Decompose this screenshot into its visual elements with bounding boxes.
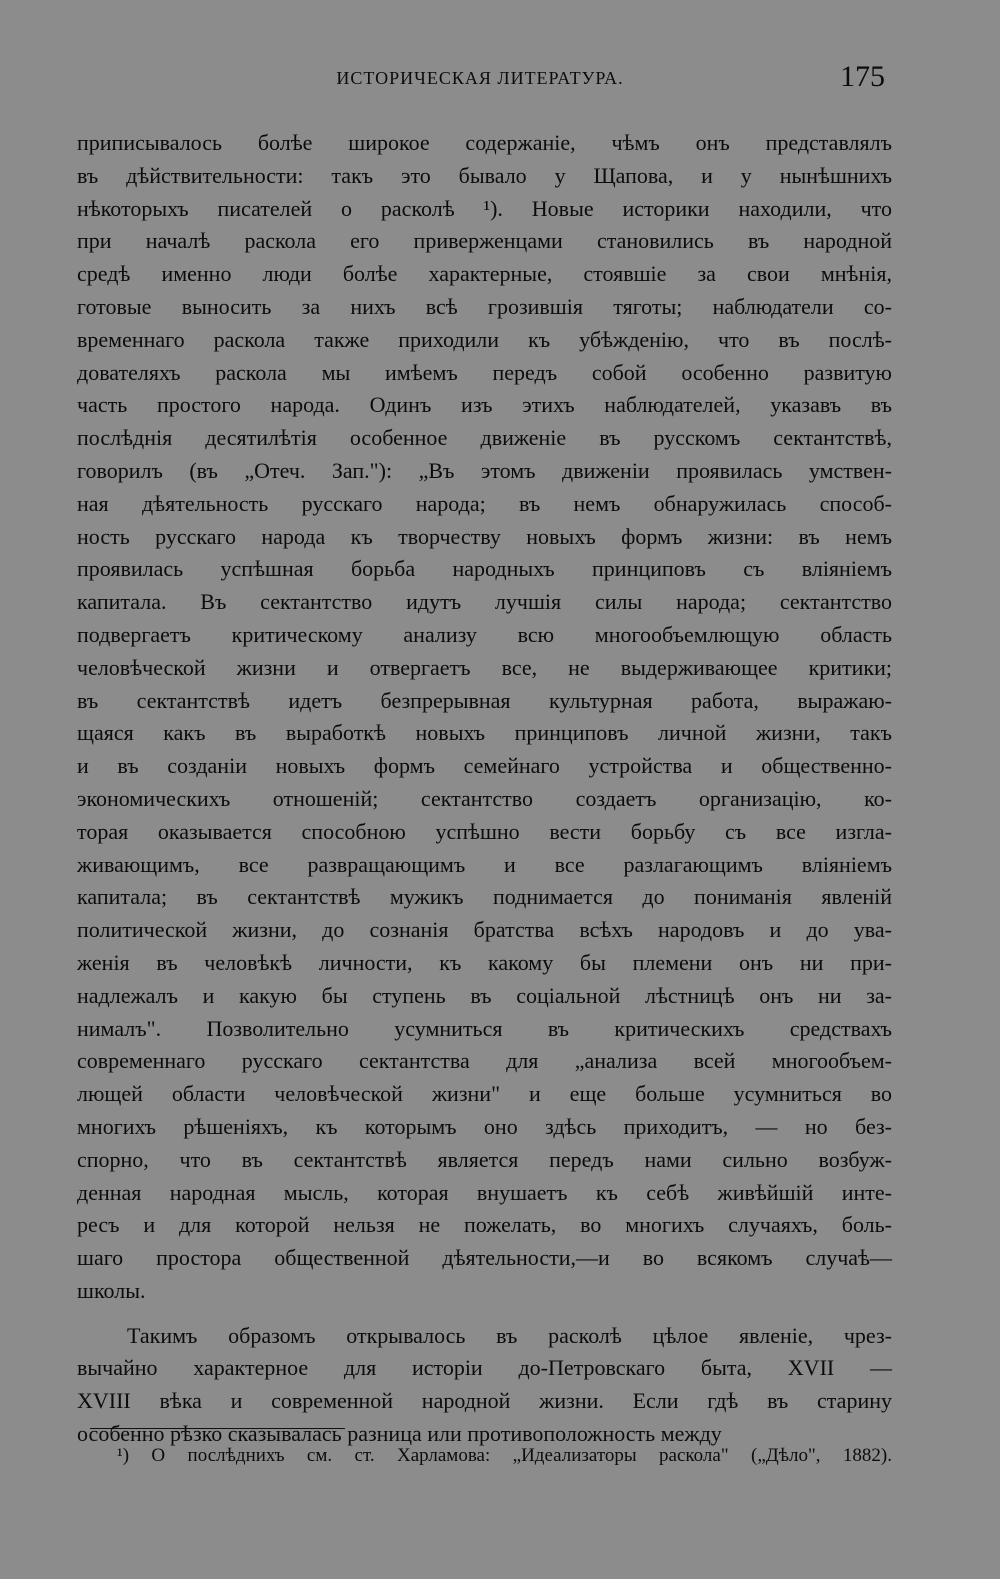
text-line: современнаго русскаго сектантства для „анализа всей многообъем-: [77, 1048, 892, 1074]
paragraph-1: [77, 127, 892, 1308]
text-line: въ дѣйствительности: такъ это бывало у Щапова, и у нынѣшнихъ: [77, 162, 892, 188]
text-line: нѣкоторыхъ писателей о расколѣ ¹). Новые историки находили, что: [77, 195, 892, 221]
text-line: экономическихъ отношеній; сектантство создаетъ организацію, ко-: [77, 785, 892, 811]
text-line: послѣднія десятилѣтія особенное движеніе въ русскомъ сектантствѣ,: [77, 425, 892, 451]
text-line: многихъ рѣшеніяхъ, къ которымъ оно здѣсь приходитъ, — но без-: [77, 1113, 892, 1139]
text-line: часть простого народа. Одинъ изъ этихъ наблюдателей, указавъ въ: [77, 392, 892, 418]
text-line: временнаго раскола также приходили къ убѣжденію, что въ послѣ-: [77, 326, 892, 352]
text-line: торая оказывается способною успѣшно вести борьбу съ все изгла-: [77, 818, 892, 844]
text-line: Такимъ образомъ открывалось въ расколѣ цѣлое явленіе, чрез-: [127, 1322, 892, 1348]
page-number: 175: [840, 60, 885, 93]
body-text: [77, 127, 892, 1451]
text-line: ресъ и для которой нельзя не пожелать, во многихъ случаяхъ, боль-: [77, 1212, 892, 1238]
text-line: XVIII вѣка и современной народной жизни. Если гдѣ въ старину: [77, 1388, 892, 1414]
text-line: человѣческой жизни и отвергаетъ все, не выдерживающее критики;: [77, 654, 892, 680]
text-line: дователяхъ раскола мы имѣемъ передъ собой особенно развитую: [77, 359, 892, 385]
text-line: и въ созданіи новыхъ формъ семейнаго устройства и общественно-: [77, 753, 892, 779]
text-line: шаго простора общественной дѣятельности,—и во всякомъ случаѣ—: [77, 1245, 892, 1271]
text-line: средѣ именно люди болѣе характерные, стоявшіе за свои мнѣнія,: [77, 261, 892, 287]
text-line: подвергаетъ критическому анализу всю многообъемлющую область: [77, 621, 892, 647]
footnote: [117, 1445, 892, 1467]
text-line: капитала. Въ сектантство идутъ лучшія силы народа; сектантство: [77, 589, 892, 615]
text-line: особенно рѣзко сказывалась разница или противоположность между: [77, 1421, 722, 1447]
footnote-rule: [90, 1428, 345, 1429]
text-line: готовые выносить за нихъ всѣ грозившія тяготы; наблюдатели со-: [77, 293, 892, 319]
footnote-marker: ¹): [117, 1445, 130, 1466]
running-head: [75, 60, 885, 100]
text-line: вычайно характерное для исторіи до-Петровскаго быта, XVII —: [77, 1355, 892, 1381]
text-line: ная дѣятельность русскаго народа; въ немъ обнаружилась способ-: [77, 490, 892, 516]
text-line: лющей области человѣческой жизни" и еще больше усумниться во: [77, 1081, 892, 1107]
text-line: школы.: [77, 1277, 146, 1303]
footnote-text: О послѣднихъ см. ст. Харламова: „Идеализаторы раскола" („Дѣло", 1882).: [129, 1445, 892, 1466]
text-line: приписывалось болѣе широкое содержаніе, чѣмъ онъ представлялъ: [77, 130, 892, 155]
text-line: щаяся какъ въ выработкѣ новыхъ принциповъ личной жизни, такъ: [77, 720, 892, 746]
text-line: спорно, что въ сектантствѣ является передъ нами сильно возбуж-: [77, 1146, 892, 1172]
paragraph-2: [77, 1320, 892, 1451]
text-line: нималъ". Позволительно усумниться въ критическихъ средствахъ: [77, 1015, 892, 1041]
text-line: женія въ человѣкѣ личности, къ какому бы племени онъ ни при-: [77, 949, 892, 975]
text-line: проявилась успѣшная борьба народныхъ принциповъ съ вліяніемъ: [77, 556, 892, 582]
running-title: ИСТОРИЧЕСКАЯ ЛИТЕРАТУРА.: [336, 68, 624, 88]
text-line: ность русскаго народа къ творчеству новыхъ формъ жизни: въ немъ: [77, 523, 892, 549]
text-line: денная народная мысль, которая внушаетъ къ себѣ живѣйшій инте-: [77, 1179, 892, 1205]
text-line: въ сектантствѣ идетъ безпрерывная культурная работа, выражаю-: [77, 687, 892, 713]
text-line: надлежалъ и какую бы ступень въ соціальной лѣстницѣ онъ ни за-: [77, 982, 892, 1008]
text-line: капитала; въ сектантствѣ мужикъ поднимается до пониманія явленій: [77, 884, 892, 910]
text-line: живающимъ, все развращающимъ и все разлагающимъ вліяніемъ: [77, 851, 892, 877]
text-line: при началѣ раскола его приверженцами становились въ народной: [77, 228, 892, 254]
text-line: говорилъ (въ „Отеч. Зап."): „Въ этомъ движеніи проявилась умствен-: [77, 457, 892, 483]
text-line: политической жизни, до сознанія братства всѣхъ народовъ и до ува-: [77, 917, 892, 943]
